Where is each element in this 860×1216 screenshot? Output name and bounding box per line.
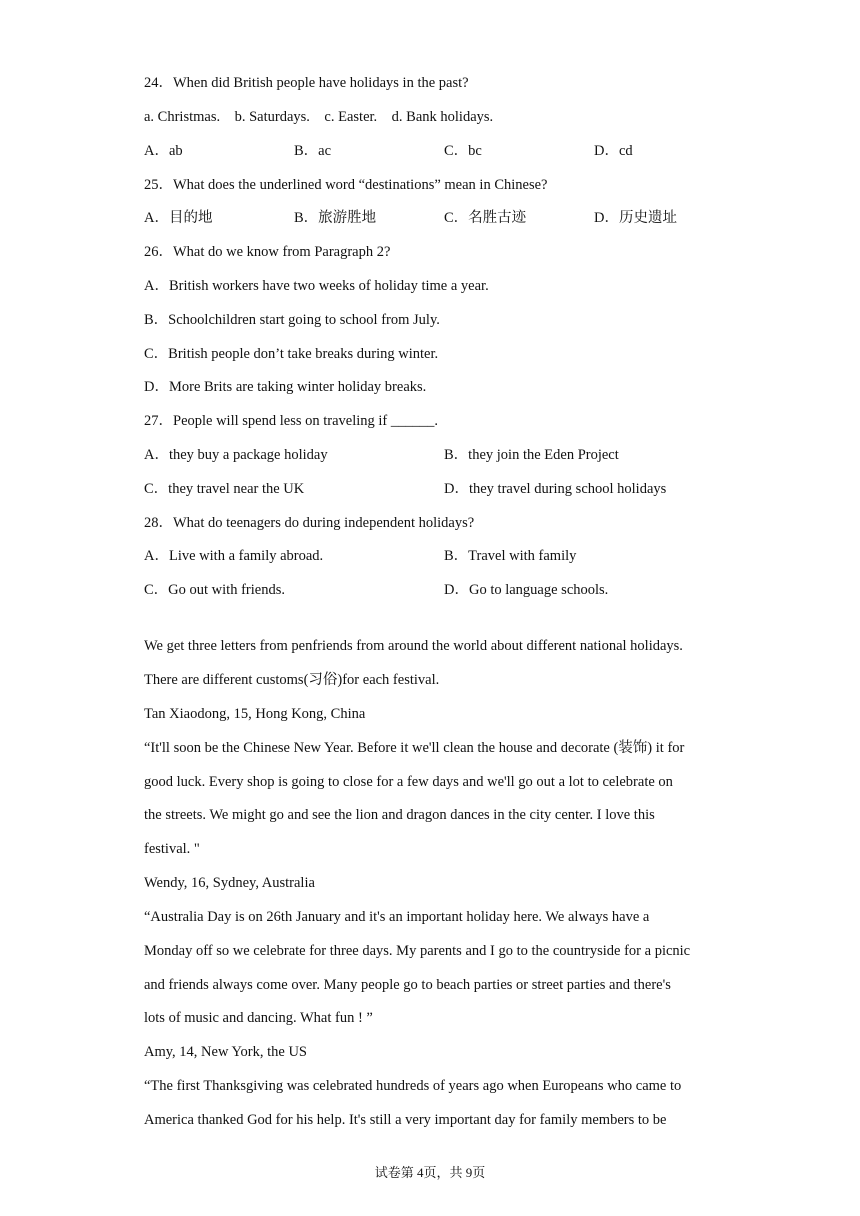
q24-option-c: C．bc xyxy=(444,143,482,159)
q25-option-a: A．目的地 xyxy=(144,210,213,226)
letter-heading-amy: Amy, 14, New York, the US xyxy=(144,1044,307,1060)
q27-option-d: D．they travel during school holidays xyxy=(444,481,667,497)
question-28: 28．What do teenagers do during independent holidays? xyxy=(144,515,475,531)
q28-option-b: B．Travel with family xyxy=(444,548,577,564)
q27-option-a: A．they buy a package holiday xyxy=(144,447,328,463)
q25-option-b: B．旅游胜地 xyxy=(294,210,377,226)
passage-line: “Australia Day is on 26th January and it's an important holiday here. We always have a xyxy=(144,909,650,925)
question-25: 25．What does the underlined word “destinations” mean in Chinese? xyxy=(144,177,548,193)
q28-option-a: A．Live with a family abroad. xyxy=(144,548,324,564)
q25-option-c: C．名胜古迹 xyxy=(444,210,527,226)
passage-line: good luck. Every shop is going to close for a few days and we'll go out a lot to celebrate on xyxy=(144,774,673,790)
q25-option-d: D．历史遗址 xyxy=(594,210,677,226)
q27-option-c: C．they travel near the UK xyxy=(144,481,305,497)
passage-line: and friends always come over. Many people go to beach parties or street parties and there's xyxy=(144,977,671,993)
q28-option-d: D．Go to language schools. xyxy=(444,582,609,598)
passage-line: “It'll soon be the Chinese New Year. Before it we'll clean the house and decorate (装饰) it for xyxy=(144,740,685,756)
q27-option-b: B．they join the Eden Project xyxy=(444,447,619,463)
passage-line: There are different customs(习俗)for each festival. xyxy=(144,672,440,688)
passage-line: lots of music and dancing. What fun ! ” xyxy=(144,1010,373,1026)
question-24-choices: a. Christmas. b. Saturdays. c. Easter. d. Bank holidays. xyxy=(144,109,494,125)
passage-line: America thanked God for his help. It's still a very important day for family members to be xyxy=(144,1112,667,1128)
passage-line: We get three letters from penfriends from around the world about different national holidays. xyxy=(144,638,683,654)
passage-line: Monday off so we celebrate for three days. My parents and I go to the countryside for a picnic xyxy=(144,943,691,959)
passage-line: “The first Thanksgiving was celebrated hundreds of years ago when Europeans who came to xyxy=(144,1078,682,1094)
passage-line: festival. " xyxy=(144,841,200,857)
q26-option-a: A．British workers have two weeks of holiday time a year. xyxy=(144,278,489,294)
letter-heading-tan: Tan Xiaodong, 15, Hong Kong, China xyxy=(144,706,366,722)
q26-option-b: B．Schoolchildren start going to school from July. xyxy=(144,312,440,328)
q24-option-b: B．ac xyxy=(294,143,332,159)
q26-option-c: C．British people don’t take breaks during winter. xyxy=(144,346,439,362)
passage-line: the streets. We might go and see the lion and dragon dances in the city center. I love this xyxy=(144,807,655,823)
question-24: 24．When did British people have holidays in the past? xyxy=(144,75,469,91)
q26-option-d: D．More Brits are taking winter holiday breaks. xyxy=(144,379,427,395)
q24-option-a: A．ab xyxy=(144,143,183,159)
question-26: 26．What do we know from Paragraph 2? xyxy=(144,244,391,260)
page-footer: 试卷第 4页，共 9页 xyxy=(374,1165,486,1180)
q24-option-d: D．cd xyxy=(594,143,633,159)
letter-heading-wendy: Wendy, 16, Sydney, Australia xyxy=(144,875,315,891)
q28-option-c: C．Go out with friends. xyxy=(144,582,285,598)
question-27: 27．People will spend less on traveling if ______. xyxy=(144,413,438,429)
